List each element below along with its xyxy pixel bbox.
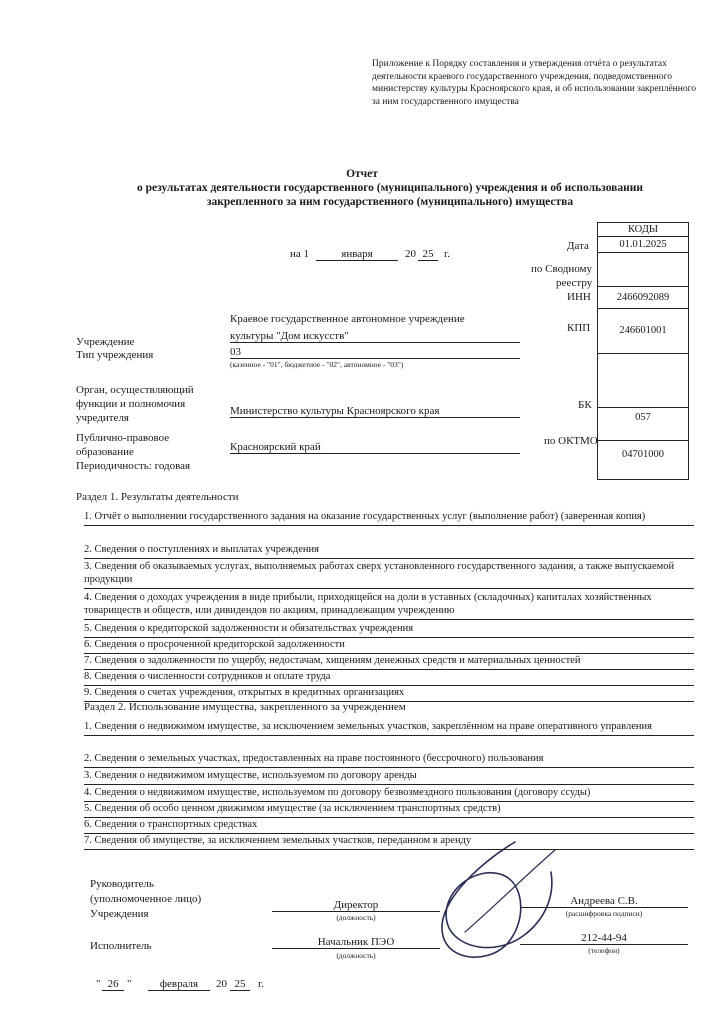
periodicity: Периодичность: годовая xyxy=(76,460,191,472)
type-label: Тип учреждения xyxy=(76,349,154,361)
section2-item-4: 4. Сведения о недвижимом имуществе, используемом по договору безвозмездного пользования (договору ссуды) xyxy=(84,786,694,802)
head-name: Андреева С.В. xyxy=(520,895,688,908)
founder-label-3: учредителя xyxy=(76,412,129,424)
date-suffix: г. xyxy=(444,248,451,260)
section2-item-7: 7. Сведения об имуществе, за исключением земельных участков, переданном в аренду xyxy=(84,834,694,850)
type-hint: (казенное - "01", бюджетное - "02", автономное - "03") xyxy=(230,360,404,369)
report-subtitle-2: закрепленного за ним государственного (муниципального) имущества xyxy=(206,196,574,208)
section2-item-5: 5. Сведения об особо ценном движимом имуществе (за исключением транспортных средств) xyxy=(84,802,694,818)
executor-position-hint: (должность) xyxy=(336,951,376,960)
code-bk: 057 xyxy=(598,408,688,441)
section2-item-1: 1. Сведения о недвижимом имуществе, за исключением земельных участков, закреплённом на праве оперативного управления xyxy=(84,720,694,736)
public-entity-value: Красноярский край xyxy=(230,441,520,454)
section1-item-9: 9. Сведения о счетах учреждения, открытых в кредитных организациях xyxy=(84,686,694,702)
label-date: Дата xyxy=(567,240,589,252)
code-registry xyxy=(598,253,688,287)
sign-date-year-prefix: 20 xyxy=(216,978,227,990)
section1-item-8: 8. Сведения о численности сотрудников и оплате труда xyxy=(84,670,694,686)
label-registry-1: по Сводному xyxy=(531,263,593,275)
sign-date-open-quote: " xyxy=(96,978,101,990)
date-year-suffix: 25 xyxy=(418,248,438,261)
head-label-3: Учреждения xyxy=(90,908,149,920)
section1-item-1: 1. Отчёт о выполнении государственного задания на оказание государственных услуг (выполнение работ) (заверенная копия) xyxy=(84,510,694,526)
institution-label: Учреждение xyxy=(76,336,135,348)
executor-position: Начальник ПЭО xyxy=(272,936,440,949)
section2-item-6: 6. Сведения о транспортных средствах xyxy=(84,818,694,834)
executor-label: Исполнитель xyxy=(90,940,152,952)
public-entity-label-1: Публично-правовое xyxy=(76,432,170,444)
head-position: Директор xyxy=(272,899,440,912)
report-title: Отчет xyxy=(346,168,378,180)
section2-item-3: 3. Сведения о недвижимом имуществе, используемом по договору аренды xyxy=(84,769,694,785)
report-subtitle-1: о результатах деятельности государственного (муниципального) учреждения и об использовании xyxy=(136,182,644,194)
label-bk: БК xyxy=(578,399,592,411)
label-oktmo: по ОКТМО xyxy=(544,435,598,447)
date-month: января xyxy=(316,248,398,261)
founder-label-2: функции и полномочия xyxy=(76,398,186,410)
head-name-hint: (расшифровка подписи) xyxy=(565,909,643,918)
sign-date-close-quote: " xyxy=(127,978,132,990)
head-label-2: (уполномоченное лицо) xyxy=(90,893,202,905)
sign-date-month: февраля xyxy=(148,978,210,991)
head-position-hint: (должность) xyxy=(336,913,376,922)
label-registry-2: реестру xyxy=(556,277,593,289)
code-empty xyxy=(598,354,688,408)
executor-phone-hint: (телефон) xyxy=(588,946,620,955)
code-oktmo: 04701000 xyxy=(622,449,664,460)
sign-date-suffix: г. xyxy=(258,978,265,990)
code-inn: 2466092089 xyxy=(598,287,688,309)
code-date: 01.01.2025 xyxy=(598,237,688,253)
date-prefix: на 1 xyxy=(290,248,310,260)
founder-value: Министерство культуры Красноярского края xyxy=(230,405,520,418)
codes-header: КОДЫ xyxy=(598,223,688,237)
institution-name-1: Краевое государственное автономное учреждение xyxy=(230,313,465,325)
date-year-prefix: 20 xyxy=(405,248,416,260)
section1-item-6: 6. Сведения о просроченной кредиторской задолженности xyxy=(84,638,694,654)
type-value: 03 xyxy=(230,346,520,359)
sign-date-year-suffix: 25 xyxy=(230,978,250,991)
head-label-1: Руководитель xyxy=(90,878,154,890)
section1-item-5: 5. Сведения о кредиторской задолженности и обязательствах учреждения xyxy=(84,622,694,638)
section1-item-3: 3. Сведения об оказываемых услугах, выполняемых работах сверх установленного государственного задания, а также выпускаемой продукции xyxy=(84,560,694,589)
founder-label-1: Орган, осуществляющий xyxy=(76,384,194,396)
label-kpp: КПП xyxy=(567,322,591,334)
public-entity-label-2: образование xyxy=(76,446,134,458)
code-kpp: 246601001 xyxy=(598,309,688,354)
codes-table xyxy=(597,222,689,480)
sign-date-day: 26 xyxy=(102,978,124,991)
institution-name-2: культуры "Дом искусств" xyxy=(230,330,520,343)
section1-item-7: 7. Сведения о задолженности по ущербу, недостачам, хищениям денежных средств и материальных ценностей xyxy=(84,654,694,670)
label-inn: ИНН xyxy=(567,291,591,303)
appendix-note: Приложение к Порядку составления и утверждения отчёта о результатах деятельности краевого государственного учреждения, подведомственного министерству культуры Красноярского края, и об использовании закреплённого за ним государственного имущества xyxy=(372,59,697,107)
section1-item-4: 4. Сведения о доходах учреждения в виде прибыли, приходящейся на доли в уставных (складочных) капиталах хозяйственных товариществ и обществ, или дивидендов по акциям, принадлежащим учреждению xyxy=(84,591,694,620)
executor-phone: 212-44-94 xyxy=(520,932,688,945)
section2-item-2: 2. Сведения о земельных участках, предоставленных на праве постоянного (бессрочного) пользования xyxy=(84,752,694,768)
section1-heading: Раздел 1. Результаты деятельности xyxy=(76,491,239,503)
section2-heading: Раздел 2. Использование имущества, закрепленного за учреждением xyxy=(84,701,406,713)
section1-item-2: 2. Сведения о поступлениях и выплатах учреждения xyxy=(84,543,694,559)
